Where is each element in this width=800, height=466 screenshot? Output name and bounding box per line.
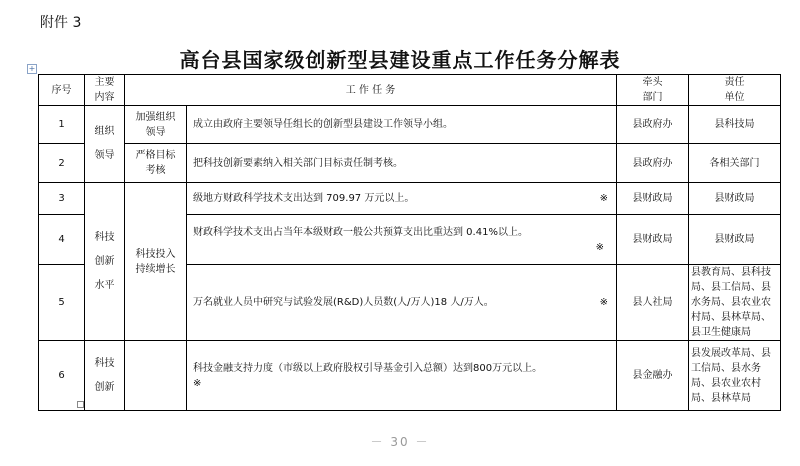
task-cell: 把科技创新要素纳入相关部门目标责任制考核。 bbox=[187, 144, 617, 183]
subgroup-empty bbox=[125, 341, 187, 411]
task-cell: 财政科学技术支出占当年本级财政一般公共预算支出比重达到 0.41%以上。 ※ bbox=[187, 215, 617, 265]
subgroup-assessment: 严格目标 考核 bbox=[125, 144, 187, 183]
resp-unit: 县财政局 bbox=[689, 215, 781, 265]
table-row bbox=[39, 144, 781, 183]
table-end-marker bbox=[77, 401, 84, 408]
document-title: 高台县国家级创新型县建设重点工作任务分解表 bbox=[179, 48, 621, 72]
lead-dept: 县政府办 bbox=[617, 144, 689, 183]
page-number: － 30 － bbox=[370, 435, 430, 449]
header-lead: 牵头 部门 bbox=[617, 75, 689, 106]
table-row bbox=[39, 341, 781, 411]
header-content: 主要 内容 bbox=[85, 75, 125, 106]
row-seq: 5 bbox=[39, 265, 85, 341]
group-tech-innovation: 科技 创新 bbox=[85, 341, 125, 411]
row-seq: 3 bbox=[39, 183, 85, 215]
task-cell: 万名就业人员中研究与试验发展(R&D)人员数(人/万人)18 人/万人。 ※ bbox=[187, 265, 617, 341]
header-task: 工 作 任 务 bbox=[125, 75, 617, 106]
task-cell: 级地方财政科学技术支出达到 709.97 万元以上。 ※ bbox=[187, 183, 617, 215]
lead-dept: 县财政局 bbox=[617, 183, 689, 215]
resp-unit: 县教育局、县科技局、县工信局、县水务局、县农业农村局、县林草局、县卫生健康局 bbox=[689, 265, 781, 341]
row-seq: 1 bbox=[39, 106, 85, 144]
attachment-label: 附件 3 bbox=[40, 15, 82, 31]
lead-dept: 县财政局 bbox=[617, 215, 689, 265]
row-seq: 2 bbox=[39, 144, 85, 183]
task-cell: 科技金融支持力度（市级以上政府股权引导基金引入总额）达到800万元以上。 ※ bbox=[187, 341, 617, 411]
lead-dept: 县金融办 bbox=[617, 341, 689, 411]
header-resp: 责任 单位 bbox=[689, 75, 781, 106]
group-org-leadership: 组织 领导 bbox=[85, 106, 125, 183]
task-cell: 成立由政府主要领导任组长的创新型县建设工作领导小组。 bbox=[187, 106, 617, 144]
group-innovation-level: 科技 创新 水平 bbox=[85, 183, 125, 341]
resp-unit: 县财政局 bbox=[689, 183, 781, 215]
lead-dept: 县政府办 bbox=[617, 106, 689, 144]
table-row bbox=[39, 106, 781, 144]
resp-unit: 县发展改革局、县工信局、县水务局、县农业农村局、县林草局 bbox=[689, 341, 781, 411]
table-move-handle-icon[interactable]: + bbox=[28, 64, 36, 73]
row-seq: 4 bbox=[39, 215, 85, 265]
task-table bbox=[38, 74, 781, 411]
subgroup-leadership: 加强组织 领导 bbox=[125, 106, 187, 144]
resp-unit: 各相关部门 bbox=[689, 144, 781, 183]
table-row bbox=[39, 183, 781, 215]
subgroup-investment: 科技投入 持续增长 bbox=[125, 183, 187, 341]
row-seq: 6 bbox=[39, 341, 85, 411]
resp-unit: 县科技局 bbox=[689, 106, 781, 144]
lead-dept: 县人社局 bbox=[617, 265, 689, 341]
header-seq: 序号 bbox=[39, 75, 85, 106]
